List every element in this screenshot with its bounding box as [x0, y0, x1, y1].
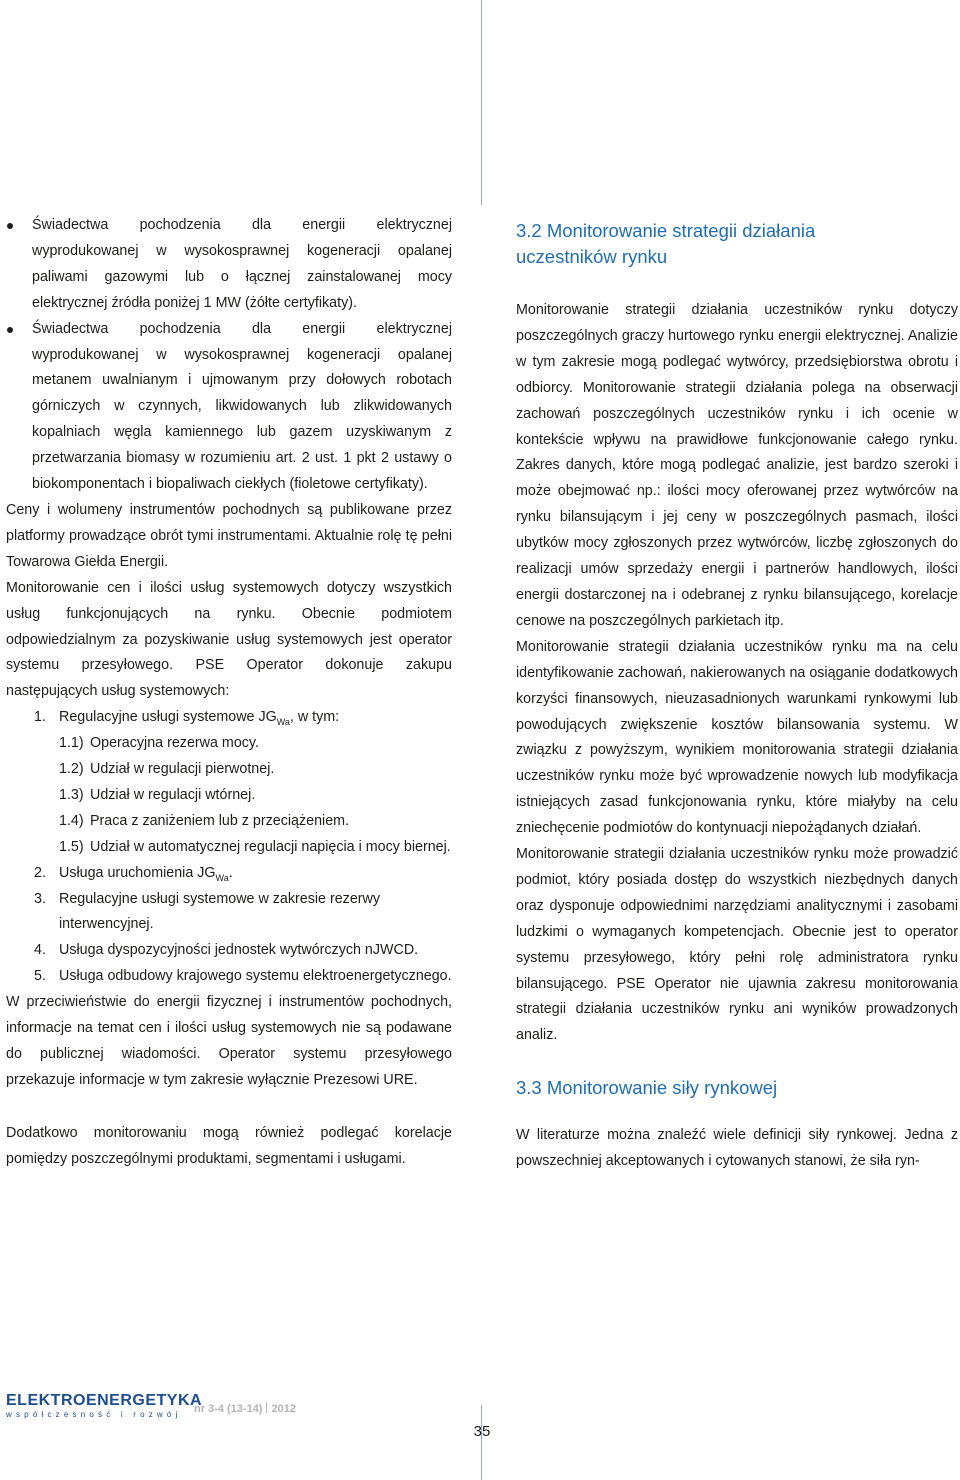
logo-e-icon: E: [85, 1392, 98, 1409]
service-subitem: 1.4) Praca z zaniżeniem lub z przeciążeniem.: [59, 812, 350, 829]
column-divider-bottom: [481, 1405, 482, 1480]
paragraph-market-power: W literaturze można znaleźć wiele definicji siły rynkowej. Jedna z powszechniej akceptowanych i cytowanych stanowi, że siła ryn-: [516, 1127, 958, 1170]
paragraph-correlations: Dodatkowo monitorowaniu mogą również podlegać korelacje pomiędzy poszczególnymi produktami, segmentami i usługami.: [6, 1124, 452, 1167]
logo-tagline: współczesność i rozwój: [6, 1410, 182, 1419]
right-column: [516, 218, 958, 1175]
section-heading-3-3: 3.3 Monitorowanie siły rynkowej: [516, 1077, 778, 1099]
service-subitem: 1.1) Operacyjna rezerwa mocy.: [59, 735, 259, 752]
issue-separator: [266, 1402, 267, 1413]
paragraph-strategy-goal: Monitorowanie strategii działania uczestników rynku ma na celu identyfikowanie zachowań, nakierowanych na osiąganie dodatkowych korzyści finansowych, nieuzasadnionych warunkami rynkowymi lub powodujących zwiększenie kosztów bilansowania systemu. W związku z powyższym, wynikiem monitorowania strategii działania uczestników rynku może być wprowadzenie nowych lub modyfikacja istniejących zasad funkcjonowania rynku, które miałyby na celu zniechęcenie podmiotów do kontynuacji niepożądanych działań.: [516, 638, 958, 837]
paragraph-strategy-scope: Monitorowanie strategii działania uczestników rynku dotyczy poszczególnych graczy hurtowego rynku energii elektrycznej. Analizie w tym zakresie mogą podlegać wytwórcy, przedsiębiorstwa obrotu i odbiorcy. Monitorowanie strategii działania polega na obserwacji zachowań poszczególnych uczestników rynku i ich ocenie w kontekście wpływu na prawidłowe funkcjonowanie całego rynku. Zakres danych, które mogą podlegać analizie, jest bardzo szeroki i może obejmować np.: ilości mocy oferowanej przez wytwórców na rynku bilansującym i jej ceny w poszczególnych pasmach, ilości ubytków mocy zgłoszonych przez wytwórców, liczbę zgłoszonych do realizacji umów sprzedaży energii i partnerów handlowych, ilości energii dostarczonej na i odebranej z rynku bilansującego, korelacje cenowe na poszczególnych parkietach itp.: [516, 302, 958, 629]
column-divider-top: [481, 0, 482, 205]
bullet-icon: [7, 223, 13, 229]
left-column: [6, 213, 452, 1173]
issue-info: nr 3-4 (13-14) 2012: [194, 1403, 296, 1415]
service-item: 1. Regulacyjne usługi systemowe $JG_{Wa}$, w tym: 1.1) Operacyjna rezerwa mocy. 1.2) Udział w regulacji pierwotnej. 1.3) Udział w regulacji wtórnej. 1.4) Praca z zaniżeniem lub z przeciążeniem. 1.5) Udział w automatycznej regulacji napięcia i mocy biernej.: [34, 705, 452, 860]
bullet-icon: [7, 327, 13, 333]
system-services-list: [6, 705, 452, 990]
section-heading-3-2: 3.2 Monitorowanie strategii działania uczestników rynku: [516, 220, 816, 267]
service-item: 3. Regulacyjne usługi systemowe w zakresie rezerwy interwencyjnej.: [34, 890, 381, 933]
paragraph-system-services: Monitorowanie cen i ilości usług systemowych dotyczy wszystkich usług funkcjonujących na rynku. Obecnie podmiotem odpowiedzialnym za pozyskiwanie usług systemowych jest operator systemu przesyłowego. PSE Operator dokonuje zakupu następujących usług systemowych:: [6, 579, 452, 700]
service-subitem: 1.5) Udział w automatycznej regulacji napięcia i mocy biernej.: [59, 838, 451, 855]
service-sublist: [59, 731, 452, 861]
service-subitem: 1.3) Udział w regulacji wtórnej.: [59, 786, 256, 803]
service-item: 2. Usługa uruchomienia $JG_{Wa}$.: [34, 864, 233, 883]
bullet-item: Świadectwa pochodzenia dla energii elektrycznej wyprodukowanej w wysokosprawnej kogeneracji opalanej paliwami gazowymi lub o łącznej zainstalowanej mocy elektrycznej źródła poniżej 1 MW (żółte certyfikaty).: [6, 213, 452, 317]
service-item: 5. Usługa odbudowy krajowego systemu elektroenergetycznego.: [34, 968, 452, 985]
page-number: 35: [473, 1423, 491, 1440]
paragraph-public-information: W przeciwieństwie do energii fizycznej i instrumentów pochodnych, informacje na temat cen i ilości usług systemowych nie są podawane do publicznej wiadomości. Operator systemu przesyłowego przekazuje informacje w tym zakresie wyłącznie Prezesowi URE.: [6, 994, 452, 1088]
paragraph-derivatives: Ceny i wolumeny instrumentów pochodnych są publikowane przez platformy prowadzące obrót tymi instrumentami. Aktualnie rolę tę pełni Towarowa Giełda Energii.: [6, 501, 452, 570]
service-item: 4. Usługa dyspozycyjności jednostek wytwórczych nJWCD.: [34, 942, 419, 959]
paragraph-strategy-operator: Monitorowanie strategii działania uczestników rynku może prowadzić podmiot, który posiada dostęp do wszystkich niezbędnych danych oraz dysponuje odpowiednimi narzędziami analitycznymi i zasobami ludzkimi o wymaganych kompetencjach. Obecnie jest to operator systemu przesyłowego, który pełni rolę administratora rynku bilansującego. PSE Operator nie ujawnia zakresu monitorowania strategii działania uczestników rynku ani wyników prowadzonych analiz.: [516, 846, 958, 1044]
journal-logo: ELEKTROENERGETYKA współczesność i rozwój: [6, 1392, 203, 1419]
certificate-bullet-list: [6, 213, 452, 498]
service-subitem: 1.2) Udział w regulacji pierwotnej.: [59, 761, 275, 778]
bullet-item: Świadectwa pochodzenia dla energii elektrycznej wyprodukowanej w wysokosprawnej kogeneracji opalanej metanem uwalnianym i ujmowanym przy dołowych robotach górniczych w czynnych, likwidowanych lub zlikwidowanych kopalniach węgla kamiennego lub gazem uzyskiwanym z przetwarzania biomasy w rozumieniu art. 2 ust. 1 pkt 2 ustawy o biokomponentach i biopaliwach ciekłych (fioletowe certyfikaty).: [6, 317, 452, 498]
